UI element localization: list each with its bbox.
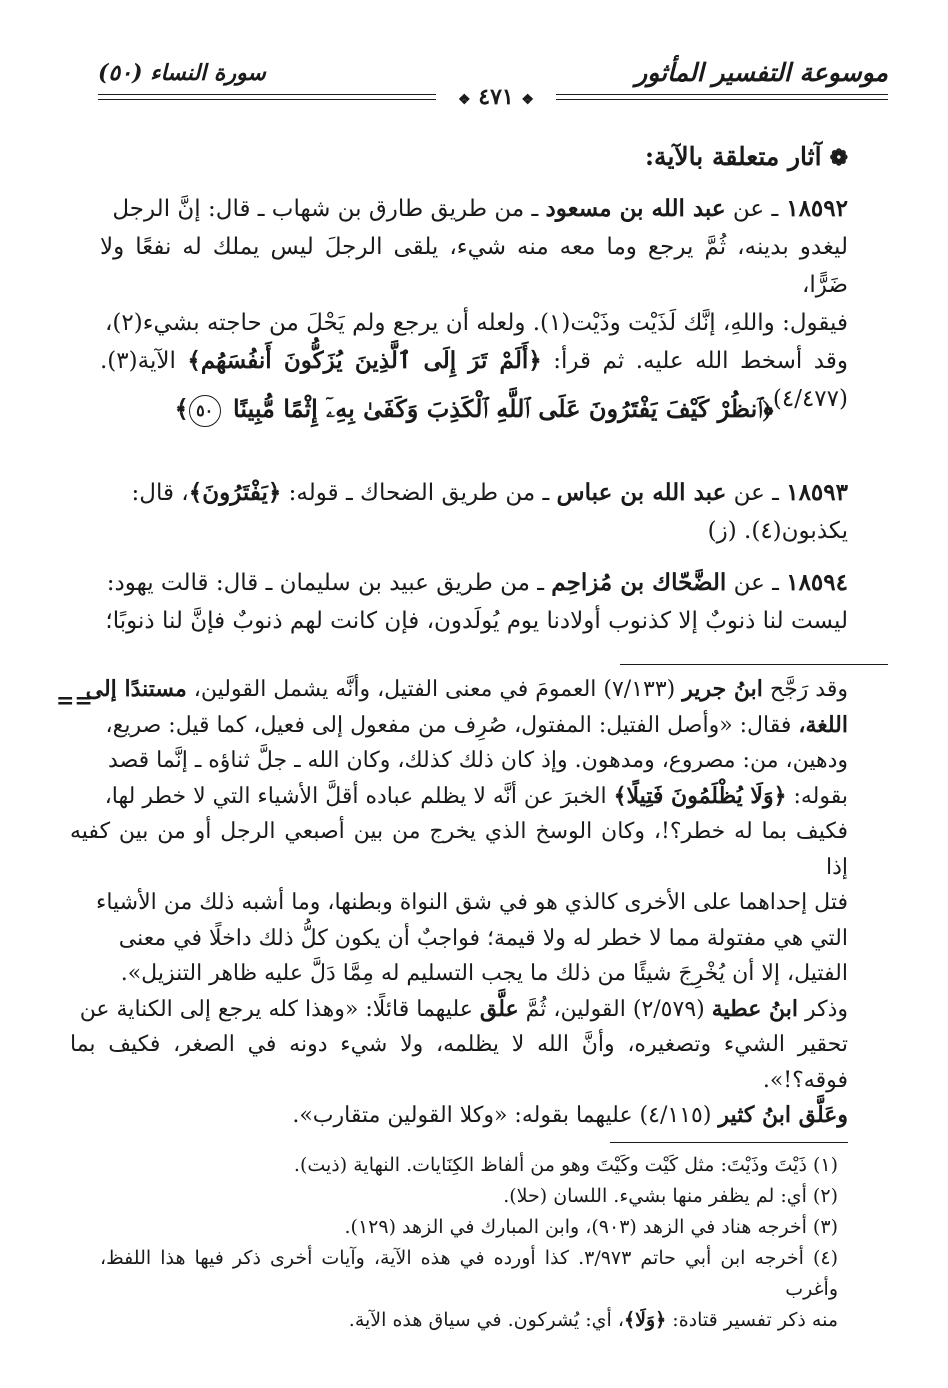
text-line: [100, 474, 848, 512]
scholar-name: ابنُ جرير: [682, 676, 763, 702]
scholar-name: ابنُ عطية: [711, 995, 798, 1022]
text-line: [70, 1098, 848, 1134]
text-line: [70, 779, 848, 815]
scholar-name: وعَلَّق ابنُ كثير: [718, 1102, 848, 1128]
text-line: يكذبون(٤). (ز): [707, 518, 848, 544]
verse-close: ﴾: [174, 394, 189, 423]
quran-quote: ﴿يَفْتَرُونَ﴾: [188, 479, 282, 506]
footnote-4: (٤) أخرجه ابن أبي حاتم ٣/٩٧٣. كذا أورده في هذه الآية، وآيات أخرى ذكر فيها هذا اللفظ، وأغرب: [100, 1247, 838, 1300]
narration-number: ١٨٥٩٢: [778, 195, 848, 222]
bold-span: مستندًا إلى: [85, 676, 187, 702]
text-span: الخبرَ عن أنَّه لا يظلم عباده أقلَّ الأشياء التي لا خطر لها،: [104, 783, 614, 809]
ornament-icon: ❖: [458, 92, 471, 108]
page-number-box: [436, 84, 556, 112]
text-span: ـ عن: [726, 570, 787, 596]
quran-quote: ﴿أَلَمْ تَرَ إِلَى ٱلَّذِينَ يُزَكُّونَ أَنفُسَهُم﴾: [187, 347, 542, 374]
footnote-3: (٣) أخرجه هناد في الزهد (٩٠٣)، وابن المبارك في الزهد (١٢٩).: [344, 1216, 838, 1238]
text-span: ـ عن: [725, 196, 779, 222]
surah-label: سورة النساء (٥٠): [98, 60, 266, 86]
text-line: ليغدو بدينه، ثُمَّ يرجع وما معه منه شيء، يلقى الرجلَ ليس يملك له نفعًا ولا ضَرًّا،: [100, 234, 848, 298]
text-line: الفتيل، إلا أن يُخْرِجَ شيئًا من ذلك ما يجب التسليم له مِمَّا دَلَّ عليه ظاهر التنزيل».: [120, 961, 848, 986]
text-span: ، أي: يُشركون. في سياق هذه الآية.: [348, 1309, 624, 1331]
text-span: منه ذكر تفسير قتادة:: [666, 1309, 838, 1331]
text-span: الآية(٣). (٤/٤٧٧): [100, 348, 848, 412]
text-line: ودهين، من: مصروع، ومدهون. وإذ كان ذلك كذلك، وكان الله ـ جلَّ ثناؤه ـ إنَّما قصد: [108, 748, 848, 773]
section-heading-text: آثار متعلقة بالآية:: [644, 142, 822, 171]
text-span: ـ من طريق الضحاك ـ قوله:: [281, 480, 557, 506]
text-span: وذكر: [797, 996, 848, 1022]
page-number: ٤٧١: [478, 84, 514, 110]
text-span: فقال: «وأصل الفتيل: المفتول، صُرِف من مفعول إلى فعيل، كما قيل: صريع،: [105, 712, 799, 738]
narrator-name: عبد الله بن مسعود: [545, 195, 726, 222]
text-line: فتل إحداهما على الأخرى كالذي هو في شق النواة وبطنها، وما أشبه ذلك من الأشياء: [95, 890, 848, 915]
text-line: تحقير الشيء وتصغيره، وأنَّ الله لا يظلمه، ولا شيء دونه في الصغر، فكيف بما فوقه؟!».: [70, 1032, 848, 1093]
text-line: ليست لنا ذنوبٌ إلا كذنوب أولادنا يوم يُولَدون، فإن كانت لهم ذنوبٌ فإنَّ لنا ذنوبًا؛: [105, 608, 848, 634]
text-line: فيقول: واللهِ، إنَّك لَذَيْت وذَيْت(١). ولعله أن يرجع ولم يَحْلَ من حاجته بشيء(٢)،: [105, 310, 848, 336]
narration-number: ١٨٥٩٣: [786, 479, 848, 506]
footnotes: [100, 1150, 838, 1336]
text-line: التي هي مفتولة مما لا خطر له ولا قيمة؛ فواجبٌ أن يكون كلُّ ذلك داخلًا في معنى: [118, 925, 848, 951]
text-line: [70, 992, 848, 1028]
quran-quote: ﴿وَلَا يُظْلَمُونَ فَتِيلًا﴾: [613, 782, 787, 809]
continuation-mark: ==: [56, 688, 93, 714]
narrator-name: الضَّحّاك بن مُزاحِم: [551, 569, 727, 596]
text-line: [70, 708, 848, 744]
footnote-1: (١) ذَيْتَ وذَيْتَ: مثل كَيْت وكَيْتَ وهو من ألفاظ الكِنَايات. النهاية (ذيت).: [293, 1154, 838, 1176]
flower-ornament-icon: ❁: [829, 145, 848, 171]
narration-18594: [100, 564, 848, 640]
text-line: فكيف بما له خطر؟!، وكان الوسخ الذي يخرج من بين أصبعي الرجل أو من بين كفيه إذا: [70, 819, 849, 880]
book-title: موسوعة التفسير المأثور: [635, 58, 888, 87]
text-span: وقد رَجَّح: [762, 677, 848, 702]
bold-span: اللغة،: [798, 711, 848, 738]
narration-18592: [100, 190, 848, 418]
verse-number-badge: ٥٠: [189, 395, 221, 427]
footnote-separator: [610, 1142, 848, 1143]
section-heading: [645, 142, 848, 171]
ornament-icon: ❖: [521, 92, 534, 108]
text-line: [100, 190, 848, 228]
text-span: (٢/٥٧٩) القولين، ثُمَّ: [518, 996, 712, 1022]
commentary-block: [70, 672, 848, 1134]
text-span: (٤/١١٥) عليهما بقوله: «وكلا القولين متقارب».: [292, 1103, 719, 1128]
commentary-separator: [620, 664, 888, 665]
narration-number: ١٨٥٩٤: [786, 569, 848, 596]
text-line: [70, 672, 848, 708]
text-span: ـ من طريق عبيد بن سليمان ـ قال: قالت يهود:: [106, 570, 552, 596]
narrator-name: عبد الله بن عباس: [556, 479, 727, 506]
text-span: ـ عن: [726, 480, 787, 506]
text-span: عليهما قائلًا: «وهذا كله يرجع إلى الكناية عن: [79, 996, 480, 1022]
narration-18593: [100, 474, 848, 550]
footnote-2: (٢) أي: لم يظفر منها بشيء. اللسان (حلا).: [503, 1185, 838, 1207]
quran-quote: ﴿وَلَا﴾: [623, 1309, 667, 1331]
quran-verse: [100, 394, 848, 427]
bold-span: علَّق: [479, 995, 519, 1022]
text-span: ـ من طريق طارق بن شهاب ـ قال: إنَّ الرجل: [112, 196, 546, 222]
text-span: (٧/١٣٣) العمومَ في معنى الفتيل، وأنَّه يشمل القولين،: [186, 677, 683, 702]
text-span: وقد أسخط الله عليه. ثم قرأ:: [541, 348, 848, 374]
footnote-4-cont: [100, 1305, 838, 1336]
verse-text: ﴿ٱنظُرْ كَيْفَ يَفْتَرُونَ عَلَى ٱللَّهِ ٱلْكَذِبَ وَكَفَىٰ بِهِۦٓ إِثْمًا مُّبِينًا: [233, 394, 774, 423]
text-span: بقوله:: [786, 783, 848, 809]
text-line: [100, 564, 848, 602]
text-span: ، قال:: [131, 480, 189, 506]
